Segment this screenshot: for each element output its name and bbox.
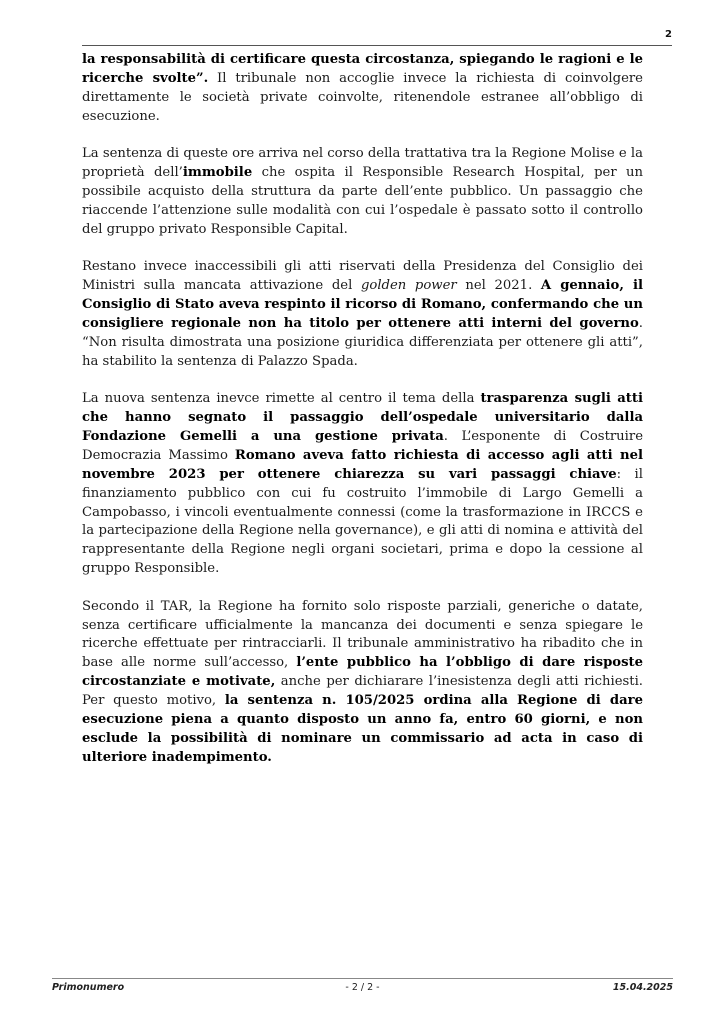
footer-source: Primonumero xyxy=(52,982,125,993)
text: Secondo il TAR, la Regione ha fornito solo risposte parziali, generiche o datate, senza certificare ufficialmente la mancanza dei documenti e senza spiegare le ricerche effettuate per rintracciarli. Il tribunale amministrativo ha ribadito che in base alle norme sull’accesso, xyxy=(82,598,643,671)
text-bold: l’ente pubblico ha l’obbligo di dare risposte circostanziate e motivate, xyxy=(82,655,643,690)
text-bold: la sentenza n. 105/2025 ordina alla Regione di dare esecuzione piena a quanto disposto un anno fa, entro 60 giorni, e non esclude la possibilità di nominare un commissario ad acta in caso di ulteriore inadempimento. xyxy=(82,693,643,765)
text-bold: Romano aveva fatto richiesta di accesso agli atti nel novembre 2023 per ottenere chiarezza su vari passaggi chiave xyxy=(82,447,643,482)
text-italic: golden power xyxy=(360,278,457,294)
footer-pagination: - 2 / 2 - xyxy=(345,982,380,993)
page-number: 2 xyxy=(665,29,672,40)
text-bold: immobile xyxy=(182,165,253,181)
footer-date: 15.04.2025 xyxy=(612,982,673,993)
page-footer xyxy=(52,982,673,996)
header-divider xyxy=(82,45,672,46)
paragraph xyxy=(82,598,643,768)
text: nel 2021. xyxy=(456,278,541,294)
text: Il tribunale non accoglie invece la richiesta di coinvolgere direttamente le società private coinvolte, ritenendole estranee all’obbligo di esecuzione. xyxy=(82,70,643,124)
text: anche per dichiarare l’inesistenza degli atti richiesti. Per questo motivo, xyxy=(82,674,643,709)
text: Restano invece inaccessibili gli atti riservati della Presidenza del Consiglio dei Ministri sulla mancata attivazione del xyxy=(82,259,643,294)
paragraph xyxy=(82,51,643,127)
paragraph xyxy=(82,390,643,579)
article-body xyxy=(82,51,643,786)
text: La nuova sentenza inevce rimette al centro il tema della xyxy=(82,391,481,407)
paragraph xyxy=(82,145,643,240)
text: . “Non risulta dimostrata una posizione giuridica differenziata per ottenere gli atti”, ha stabilito la sentenza di Palazzo Spada. xyxy=(82,315,643,369)
text: La sentenza di queste ore arriva nel corso della trattativa tra la Regione Molise e la proprietà dell’ xyxy=(82,146,643,181)
footer-divider xyxy=(52,978,673,979)
text: . L’esponente di Costruire Democrazia Massimo xyxy=(82,428,644,463)
text: : il finanziamento pubblico con cui fu costruito l’immobile di Largo Gemelli a Campobasso, i vincoli eventualmente connessi (come la trasformazione in IRCCS e la partecipazione della Regione nella governance), e gli atti di nomina e attività del rappresentante della Regione negli organi societari, prima e dopo la cessione al gruppo Responsible. xyxy=(82,466,643,577)
text-bold: la responsabilità di certificare questa circostanza, spiegando le ragioni e le ricerche svolte”. xyxy=(82,52,643,86)
text-bold: trasparenza sugli atti che hanno segnato il passaggio dell’ospedale universitario dalla Fondazione Gemelli a una gestione privata xyxy=(82,391,643,444)
text: che ospita il Responsible Research Hospital, per un possibile acquisto della struttura da parte dell’ente pubblico. Un passaggio che riaccende l’attenzione sulle modalità con cui l’ospedale è passato sotto il controllo del gruppo privato Responsible Capital. xyxy=(82,165,643,237)
text-bold: A gennaio, il Consiglio di Stato aveva respinto il ricorso di Romano, confermando che un consigliere regionale non ha titolo per ottenere atti interni del governo xyxy=(82,278,643,331)
paragraph xyxy=(82,258,643,371)
